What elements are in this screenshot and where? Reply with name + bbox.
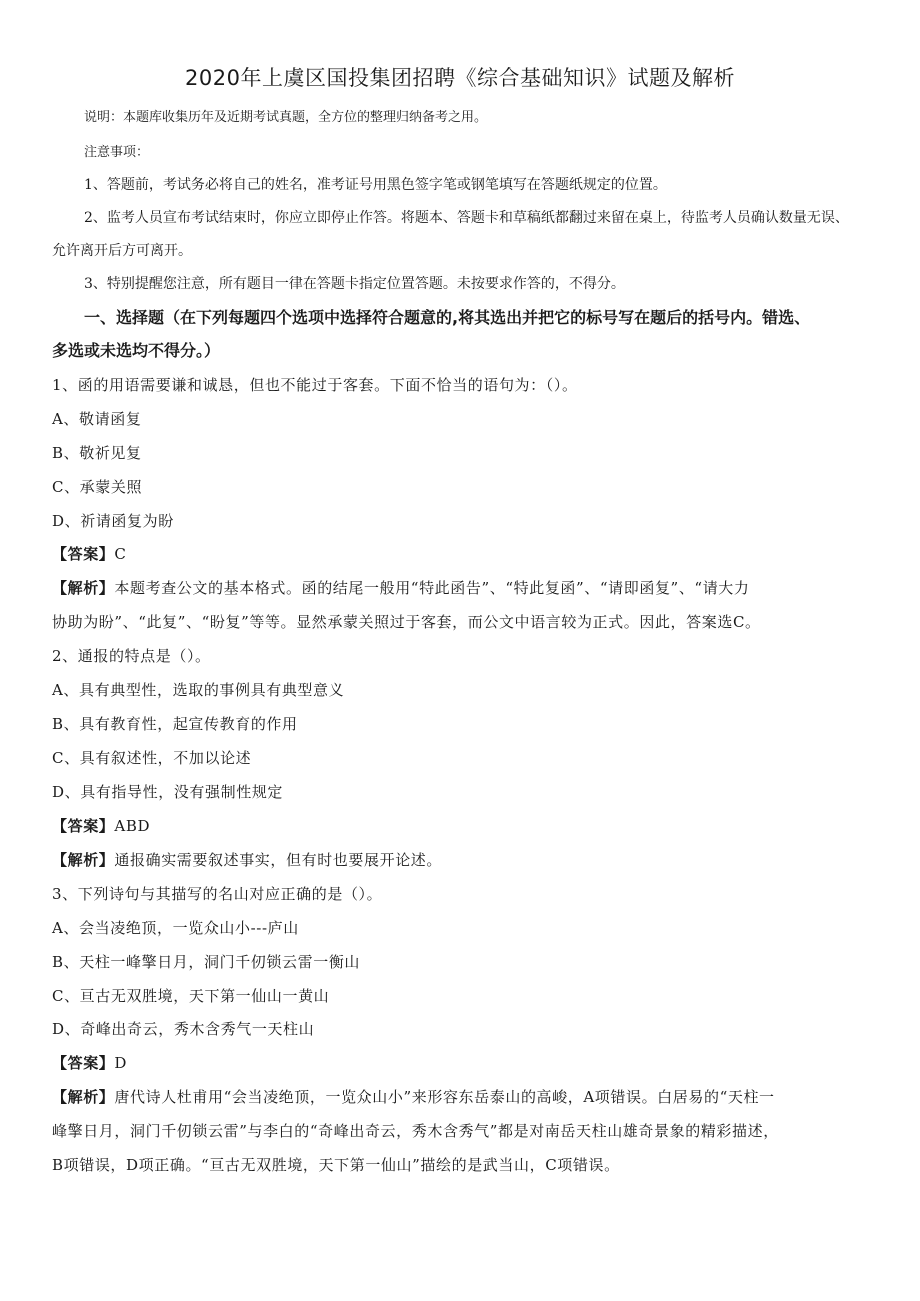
question-2-answer [52, 817, 150, 835]
section-heading-continued: 多选或未选均不得分。） [52, 341, 221, 360]
question-2-option-a: A、具有典型性，选取的事例具有典型意义 [52, 681, 345, 699]
question-2-option-b: B、具有教育性，起宣传教育的作用 [52, 715, 298, 733]
answer-value: C [114, 545, 127, 563]
question-1-option-b: B、敬祈见复 [52, 444, 142, 462]
question-2-option-d: D、具有指导性，没有强制性规定 [52, 783, 284, 801]
notice-item-3: 3、特别提醒您注意，所有题目一律在答题卡指定位置答题。未按要求作答的，不得分。 [84, 276, 625, 292]
question-1-analysis [52, 579, 750, 597]
question-1-option-c: C、承蒙关照 [52, 478, 143, 496]
section-heading: 一、选择题（在下列每题四个选项中选择符合题意的,将其选出并把它的标号写在题后的括号内。错选、 [84, 308, 811, 327]
question-1-stem: 1、函的用语需要谦和诚恳，但也不能过于客套。下面不恰当的语句为：（）。 [52, 376, 578, 394]
question-1-analysis-continued: 协助为盼”、“此复”、“盼复”等等。显然承蒙关照过于客套，而公文中语言较为正式。因此，答案选C。 [52, 613, 761, 631]
answer-tag: 【答案】 [52, 1054, 115, 1072]
question-1-answer [52, 545, 126, 563]
notice-item-2-continued: 允许离开后方可离开。 [52, 243, 192, 259]
question-3-answer [52, 1054, 127, 1072]
analysis-tag: 【解析】 [52, 1088, 115, 1106]
question-3-option-c: C、亘古无双胜境，天下第一仙山一黄山 [52, 987, 330, 1005]
analysis-text: 通报确实需要叙述事实，但有时也要展开论述。 [114, 851, 443, 869]
question-2-option-c: C、具有叙述性，不加以论述 [52, 749, 252, 767]
analysis-text: 唐代诗人杜甫用“会当凌绝顶，一览众山小”来形容东岳泰山的高峻，A项错误。白居易的“天柱一 [114, 1088, 775, 1106]
question-2-analysis [52, 851, 442, 869]
answer-tag: 【答案】 [52, 545, 115, 563]
question-3-stem: 3、下列诗句与其描写的名山对应正确的是（）。 [52, 885, 383, 903]
analysis-text: 本题考查公文的基本格式。函的结尾一般用“特此函告”、“特此复函”、“请即函复”、“请大力 [114, 579, 750, 597]
document-title: 2020年上虞区国投集团招聘《综合基础知识》试题及解析 [185, 66, 735, 90]
answer-tag: 【答案】 [52, 817, 115, 835]
notice-item-1: 1、答题前，考试务必将自己的姓名，准考证号用黑色签字笔或钢笔填写在答题纸规定的位置。 [84, 177, 667, 193]
question-1-option-a: A、敬请函复 [52, 410, 142, 428]
analysis-tag: 【解析】 [52, 579, 115, 597]
question-3-option-b: B、天柱一峰擎日月，洞门千仞锁云雷一衡山 [52, 953, 361, 971]
question-3-analysis-continued: 峰擎日月，洞门千仞锁云雷”与李白的“奇峰出奇云，秀木含秀气”都是对南岳天柱山雄奇景象的精彩描述， [52, 1122, 779, 1140]
question-3-analysis [52, 1088, 775, 1106]
notice-heading: 注意事项： [84, 145, 150, 160]
answer-value: D [114, 1054, 128, 1072]
question-1-option-d: D、祈请函复为盼 [52, 512, 174, 530]
question-3-option-d: D、奇峰出奇云，秀木含秀气一天柱山 [52, 1020, 315, 1038]
question-3-option-a: A、会当凌绝顶，一览众山小---庐山 [52, 919, 299, 937]
notice-item-2: 2、监考人员宣布考试结束时，你应立即停止作答。将题本、答题卡和草稿纸都翻过来留在桌上，待监考人员确认数量无误、 [84, 210, 849, 226]
question-3-analysis-continued: B项错误，D项正确。“亘古无双胜境，天下第一仙山”描绘的是武当山，C项错误。 [52, 1156, 620, 1174]
analysis-tag: 【解析】 [52, 851, 115, 869]
answer-value: ABD [114, 817, 151, 835]
question-2-stem: 2、通报的特点是（）。 [52, 647, 211, 665]
description-text: 说明：本题库收集历年及近期考试真题，全方位的整理归纳备考之用。 [84, 110, 488, 125]
